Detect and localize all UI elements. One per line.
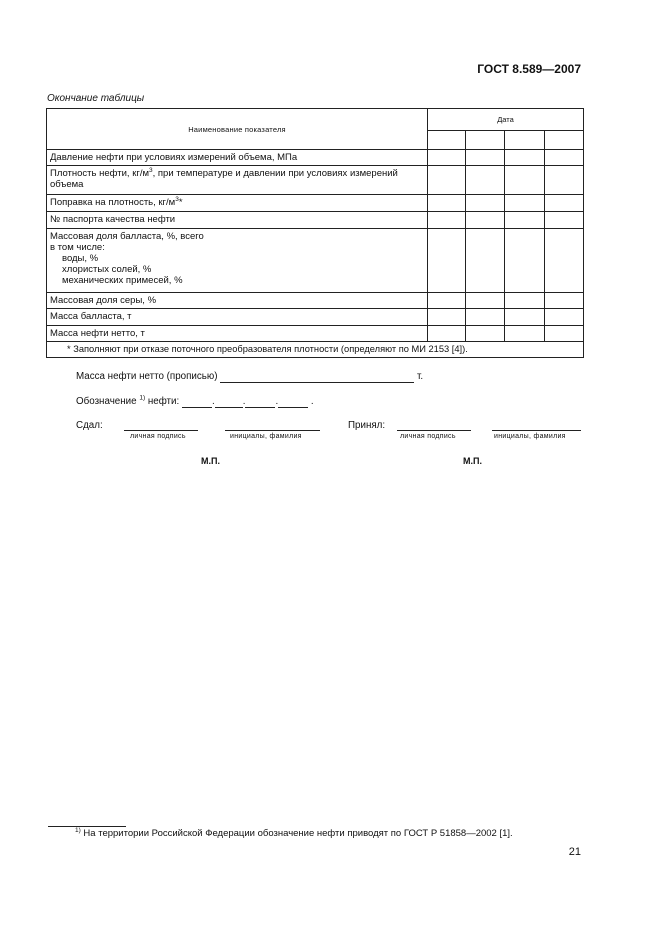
superscript: 3 xyxy=(149,166,153,174)
row-text: , при температуре и давлении при условиях измерений xyxy=(152,168,398,179)
value-cell xyxy=(505,150,545,166)
column-date-header: Дата xyxy=(428,109,584,131)
designation-field-3[interactable] xyxy=(242,396,275,408)
footnote-ref: 1) xyxy=(139,394,146,402)
row-text: хлористых солей, % xyxy=(62,264,152,275)
received-initials-caption: инициалы, фамилия xyxy=(494,433,566,440)
row-label: Давление нефти при условиях измерений объема, МПа xyxy=(47,150,428,166)
stamp-right: М.П. xyxy=(463,456,482,466)
received-signature-caption: личная подпись xyxy=(400,433,456,440)
net-mass-line xyxy=(76,371,423,383)
footnote-divider xyxy=(48,826,126,827)
net-mass-unit: т. xyxy=(416,371,424,382)
designation-field-1[interactable] xyxy=(182,396,212,408)
date-column-4 xyxy=(545,130,584,149)
handed-signature-field[interactable] xyxy=(124,420,198,431)
value-cell xyxy=(466,166,505,195)
table-row xyxy=(47,212,584,229)
value-cell xyxy=(505,326,545,342)
row-label xyxy=(47,195,428,212)
handed-initials-caption: инициалы, фамилия xyxy=(230,433,302,440)
footnote-text: На территории Российской Федерации обозначение нефти приводят по ГОСТ Р 51858—2002 [1]. xyxy=(83,828,513,839)
page-footnote xyxy=(75,828,513,839)
date-column-1 xyxy=(428,130,466,149)
handed-initials-field[interactable] xyxy=(225,420,320,431)
row-text: в том числе: xyxy=(50,242,105,253)
value-cell xyxy=(466,195,505,212)
received-initials-field[interactable] xyxy=(492,420,581,431)
row-label xyxy=(47,229,428,293)
value-cell xyxy=(545,212,584,229)
value-cell xyxy=(466,229,505,293)
row-text: механических примесей, % xyxy=(62,275,183,286)
designation-label-post: нефти: xyxy=(147,396,180,407)
value-cell xyxy=(505,212,545,229)
row-label: Массовая доля серы, % xyxy=(47,293,428,309)
stamp-left: М.П. xyxy=(201,456,220,466)
table-caption: Окончание таблицы xyxy=(47,93,145,104)
designation-separator: . xyxy=(242,396,246,407)
value-cell xyxy=(466,293,505,309)
table-row xyxy=(47,229,584,293)
page-number: 21 xyxy=(568,846,581,858)
table-row xyxy=(47,166,584,195)
designation-field-4[interactable] xyxy=(278,396,308,408)
received-signature-field[interactable] xyxy=(397,420,471,431)
value-cell xyxy=(466,309,505,326)
table-row xyxy=(47,195,584,212)
column-name-header: Наименование показателя xyxy=(47,109,428,150)
value-cell xyxy=(545,293,584,309)
measurement-table xyxy=(46,108,584,358)
designation-field-2[interactable] xyxy=(215,396,243,408)
value-cell xyxy=(505,166,545,195)
designation-end: . xyxy=(310,396,314,407)
row-text: Массовая доля балласта, %, всего xyxy=(50,231,204,242)
table-row xyxy=(47,326,584,342)
value-cell xyxy=(505,293,545,309)
value-cell xyxy=(505,195,545,212)
value-cell xyxy=(428,195,466,212)
row-label: Масса нефти нетто, т xyxy=(47,326,428,342)
designation-separator: . xyxy=(275,396,279,407)
table-footnote: * Заполняют при отказе поточного преобразователя плотности (определяют по МИ 2153 [4]). xyxy=(47,342,584,358)
table-row xyxy=(47,293,584,309)
net-mass-label: Масса нефти нетто (прописью) xyxy=(76,371,218,382)
row-label xyxy=(47,166,428,195)
row-label: № паспорта качества нефти xyxy=(47,212,428,229)
received-label: Принял: xyxy=(348,420,386,431)
table-footnote-row xyxy=(47,342,584,358)
date-column-2 xyxy=(466,130,505,149)
row-text: Плотность нефти, кг/м xyxy=(50,168,149,179)
value-cell xyxy=(428,229,466,293)
value-cell xyxy=(466,212,505,229)
value-cell xyxy=(428,309,466,326)
value-cell xyxy=(428,326,466,342)
value-cell xyxy=(505,229,545,293)
standard-code: ГОСТ 8.589—2007 xyxy=(477,62,581,76)
handed-label: Сдал: xyxy=(76,420,103,431)
value-cell xyxy=(428,150,466,166)
footnote-marker: 1) xyxy=(75,826,81,834)
table-row xyxy=(47,309,584,326)
row-text: * xyxy=(178,197,183,208)
row-label: Масса балласта, т xyxy=(47,309,428,326)
designation-label: Обозначение xyxy=(76,396,137,407)
row-text: объема xyxy=(50,179,84,190)
date-column-3 xyxy=(505,130,545,149)
net-mass-field[interactable] xyxy=(220,371,414,383)
row-text: воды, % xyxy=(62,253,99,264)
superscript: 3 xyxy=(175,195,179,203)
designation-line xyxy=(76,396,314,408)
value-cell xyxy=(505,309,545,326)
value-cell xyxy=(545,229,584,293)
value-cell xyxy=(545,326,584,342)
table-row xyxy=(47,150,584,166)
value-cell xyxy=(545,150,584,166)
value-cell xyxy=(428,212,466,229)
value-cell xyxy=(466,326,505,342)
row-text: Поправка на плотность, кг/м xyxy=(50,197,176,208)
value-cell xyxy=(545,166,584,195)
value-cell xyxy=(545,195,584,212)
value-cell xyxy=(428,166,466,195)
value-cell xyxy=(545,309,584,326)
value-cell xyxy=(466,150,505,166)
handed-signature-caption: личная подпись xyxy=(130,433,186,440)
designation-separator: . xyxy=(211,396,215,407)
value-cell xyxy=(428,293,466,309)
